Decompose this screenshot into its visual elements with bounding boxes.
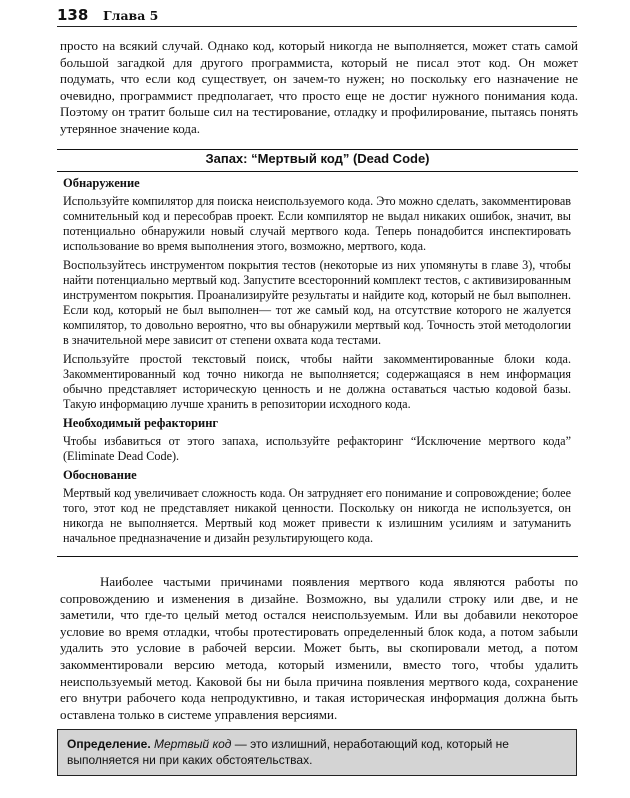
main-paragraph: Наиболее частыми причинами появления мертвого кода являются работы по сопровождению и изменения в дизайне. Возможно, вы удалили строку или две, и не заметили, что где-то целый метод остался неиспользуемым. Или вы добавили некоторое условие во время отладки, чтобы протестировать определенный блок кода, а потом забыли удалить это условие в рабочей версии. Может быть, вы скопировали метод, а потом закомментировали версию метода, который изменили, вместо того, чтобы удалить неиспользуемый метод. Каковой бы ни была причина появления мертвого кода, сохранение его внутри рабочего кода непродуктивно, и такая историческая информация должна быть оставлена только в системе управления версиями.: [60, 574, 578, 722]
refactoring-paragraph: Чтобы избавиться от этого запаха, используйте рефакторинг “Исключение мертвого кода” (Eliminate Dead Code).: [63, 434, 571, 463]
detection-paragraph-3: Используйте простой текстовый поиск, чтобы найти закомментированные блоки кода. Закомментированный код точно никогда не выполняется; содержащаяся в нем информация обычно представляет историческую ценность и не должна оставаться частью кодовой базы. Такую информацию лучше хранить в репозитории исходного кода.: [63, 352, 571, 411]
refactoring-heading: Необходимый рефакторинг: [63, 416, 219, 430]
detection-paragraph-1: Используйте компилятор для поиска неиспользуемого кода. Это можно сделать, закомментировав сомнительный код и пересобрав проект. Если компилятор не выдал никаких ошибок, значит, вы потенциально обнаружили новый случай мертвого кода. Теперь понадобится инспектировать использование во время выполнения этого, возможно, мертвого, кода.: [63, 194, 571, 253]
box-title: Запах: “Мертвый код” (Dead Code): [205, 151, 430, 166]
box-top-divider: [57, 149, 578, 150]
chapter-title: Глава 5: [103, 8, 159, 23]
intro-paragraph: просто на всякий случай. Однако код, который никогда не выполняется, может стать самой большой загадкой для другого программиста, который не писал этот код. Он может подумать, что если код существует, он зачем-то нужен; но поскольку его назначение не очевидно, программист предполагает, что просто еще не достиг нужного понимания кода. Поэтому он тратит больше сил на тестирование, отладку и профилирование, пытаясь понять утерянное значение кода.: [60, 38, 578, 136]
rationale-paragraph: Мертвый код увеличивает сложность кода. Он затрудняет его понимание и сопровождение; более того, этот код не представляет никакой ценности. Поскольку он никогда не используется, он никогда не выполняется. Мертвый код может привести к излишним усилиям и затуманить начальное предназначение и дизайн результирующего кода.: [63, 486, 571, 545]
rationale-heading: Обоснование: [63, 468, 137, 482]
box-bottom-divider: [57, 556, 578, 557]
page-header: [57, 6, 577, 28]
box-title-divider: [57, 171, 578, 172]
detection-heading: Обнаружение: [63, 176, 140, 190]
definition-lead: Определение.: [67, 737, 151, 751]
dead-code-smell-box: [57, 149, 578, 558]
definition-box: [57, 729, 577, 776]
definition-body: — это излишний, неработающий код, который не выполняется ни при каких обстоятельствах.: [67, 737, 509, 767]
detection-paragraph-2: Воспользуйтесь инструментом покрытия тестов (некоторые из них упомянуты в главе 3), чтобы найти потенциально мертвый код. Запустите всесторонний комплект тестов, с активизированным инструментом покрытия. Проанализируйте результаты и найдите код, который не был выполнен. Если код, который не был выполнен— тот же самый код, на отсутствие которого не жалуется компилятор, то довольно вероятно, что вы обнаружили мертвый код. Точность этой методологии в значительной мере зависит от степени охвата кода тестами.: [63, 258, 571, 347]
page-number: 138: [57, 6, 89, 24]
definition-term: Мертвый код: [154, 737, 232, 751]
definition-text: [67, 736, 567, 768]
header-divider: [57, 26, 577, 27]
box-body: [63, 176, 571, 550]
